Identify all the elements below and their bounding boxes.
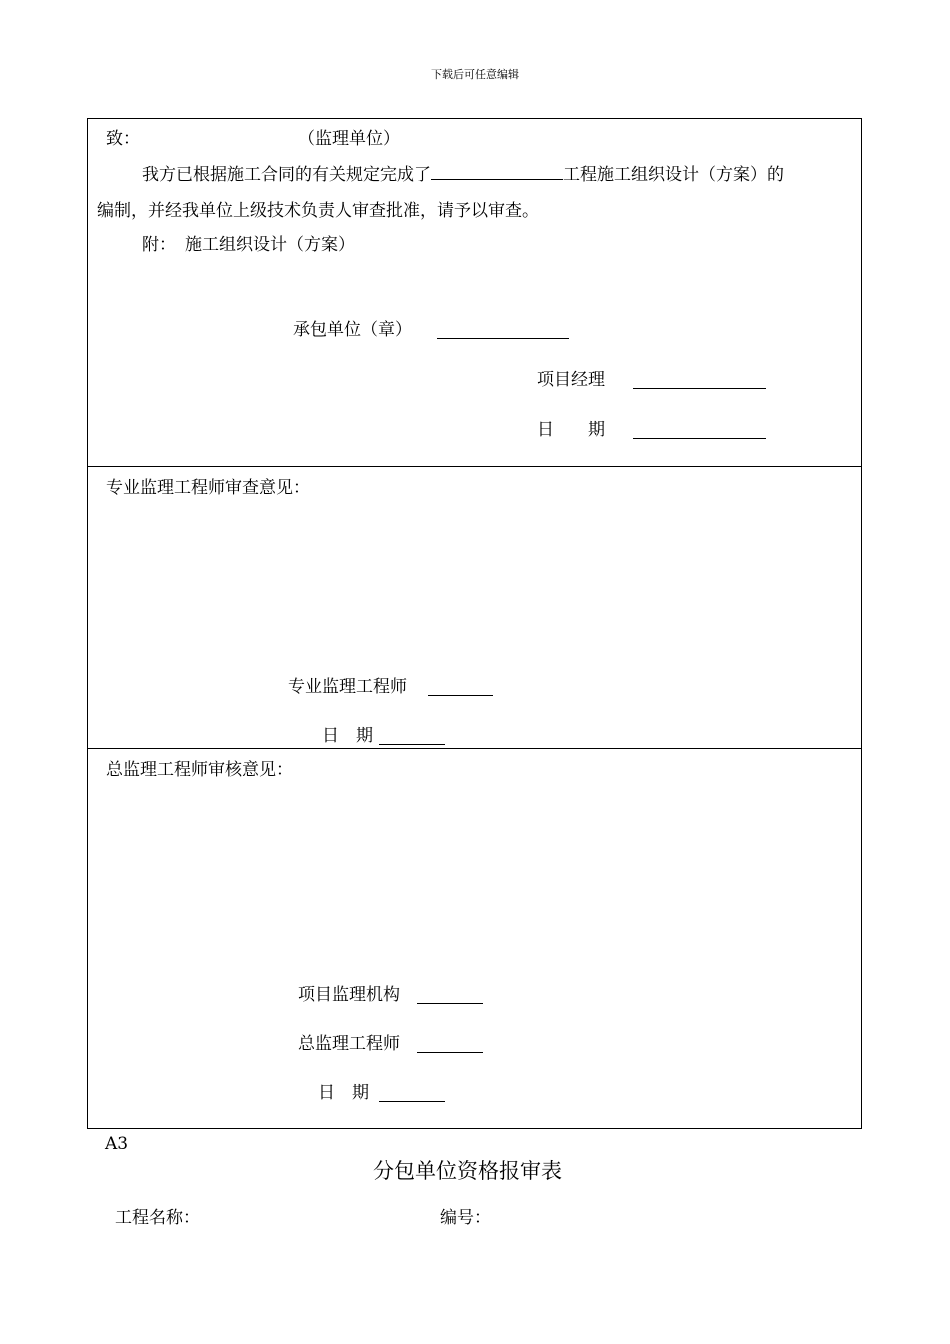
engineer-date-label: 日 期 [322, 726, 373, 746]
submission-section [88, 119, 861, 467]
project-name-blank[interactable] [431, 163, 563, 180]
chief-blank[interactable] [417, 1036, 483, 1053]
to-unit-label: （监理单位） [298, 129, 400, 149]
chief-opinion-label: 总监理工程师审核意见： [106, 760, 293, 780]
form-code: A3 [105, 1134, 129, 1154]
chief-label: 总监理工程师 [298, 1034, 400, 1054]
contractor-blank[interactable] [437, 322, 569, 339]
submission-form-table [87, 118, 862, 1129]
attachment-value: 施工组织设计（方案） [185, 235, 355, 255]
org-blank[interactable] [417, 987, 483, 1004]
engineer-label: 专业监理工程师 [288, 677, 407, 697]
org-label: 项目监理机构 [298, 985, 400, 1005]
contractor-label: 承包单位（章） [293, 320, 412, 340]
chief-date-label: 日 期 [318, 1083, 369, 1103]
number-label: 编号： [440, 1208, 491, 1228]
project-name-label: 工程名称： [115, 1208, 200, 1228]
pm-label: 项目经理 [537, 370, 605, 390]
to-label: 致： [106, 129, 140, 149]
engineer-opinion-label: 专业监理工程师审查意见： [106, 478, 310, 498]
date-blank[interactable] [633, 422, 766, 439]
pm-blank[interactable] [633, 372, 766, 389]
engineer-review-section [88, 467, 861, 749]
date-label: 日 期 [537, 420, 605, 440]
body-prefix: 我方已根据施工合同的有关规定完成了 [142, 165, 431, 185]
body-line-1 [142, 163, 784, 185]
chief-date-blank[interactable] [379, 1085, 445, 1102]
header-note: 下载后可任意编辑 [431, 68, 519, 81]
body-line-2: 编制，并经我单位上级技术负责人审查批准，请予以审查。 [97, 201, 539, 221]
engineer-blank[interactable] [428, 679, 493, 696]
chief-review-section [88, 749, 861, 1130]
engineer-date-blank[interactable] [379, 728, 445, 745]
attachment-label: 附： [142, 235, 176, 255]
next-form-title: 分包单位资格报审表 [373, 1159, 562, 1183]
body-suffix: 工程施工组织设计（方案）的 [563, 165, 784, 185]
